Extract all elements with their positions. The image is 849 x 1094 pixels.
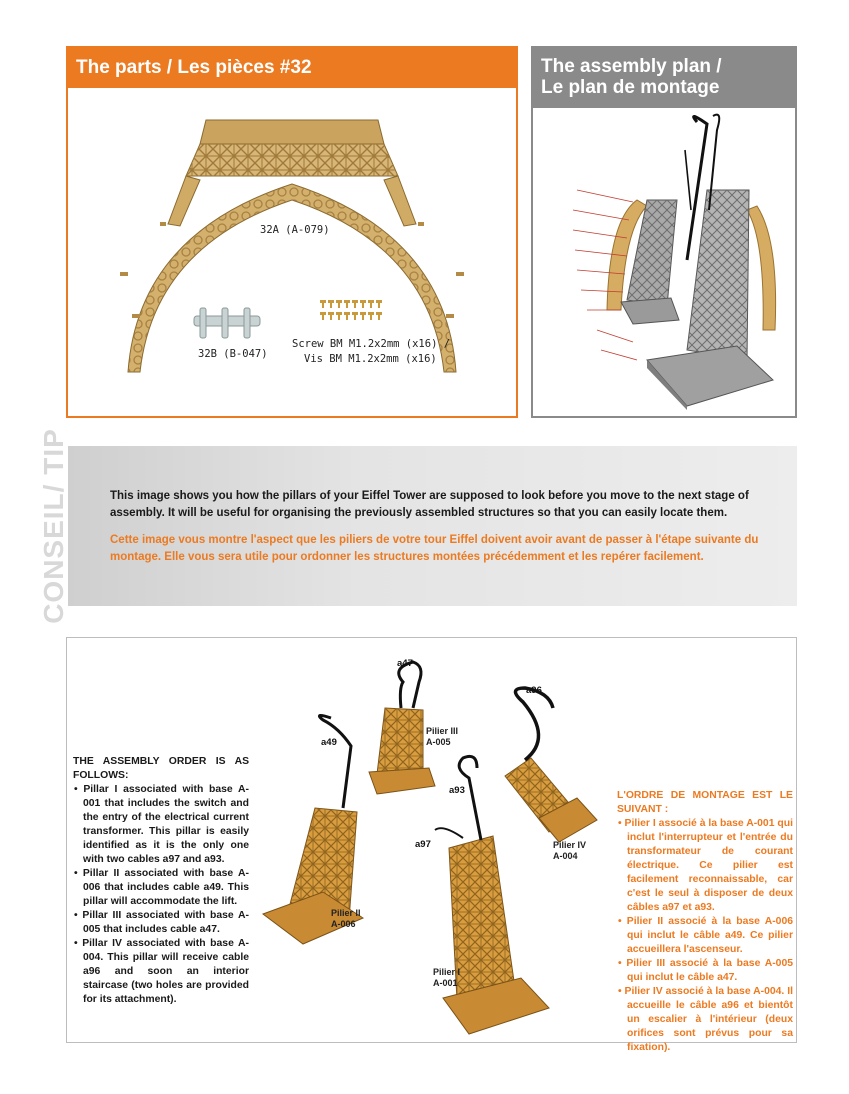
screw-label-fr: Vis BM M1.2x2mm (x16) (304, 353, 437, 365)
assembly-plan-title-line2: Le plan de montage (541, 77, 720, 98)
parts-title: The parts / Les pièces #32 (68, 48, 516, 88)
parts-panel (66, 46, 518, 418)
assembly-plan-image (537, 110, 793, 410)
assembly-order-en (73, 755, 249, 1007)
order-fr-item: • Pilier II associé à la base A-006 qui inclut le câble a49. Ce pilier accueillera l'ascenseur. (618, 916, 793, 955)
tip-banner (38, 428, 797, 624)
order-en-item: • Pillar II associated with base A-006 that includes cable a49. This pillar will accommodate the lift. (74, 868, 249, 907)
order-fr-item: • Pilier IV associé à la base A-004. Il accueille le câble a96 et bientôt un escalier à l'intérieur (deux orifices sont prévus pour sa fixation). (618, 986, 793, 1053)
assembly-plan-panel (531, 46, 797, 418)
cable-label-a49: a49 (321, 737, 337, 748)
cable-label-a47: a47 (397, 658, 413, 669)
screws-image (320, 300, 384, 324)
order-fr-item: • Pilier III associé à la base A-005 qui inclut le câble a47. (618, 958, 793, 983)
assembly-plan-title (533, 48, 795, 108)
tip-text-en: This image shows you how the pillars of your Eiffel Tower are supposed to look before you move to the next stage of assembly. It will be useful for organising the previously assembled structures so that you can easily locate them. (110, 490, 749, 519)
order-en-item: • Pillar IV associated with base A-004. This pillar will receive cable a96 and soon an interior staircase (two holes are provided for its attachment). (74, 938, 249, 1005)
tip-side-label: CONSEIL/ TIP (38, 428, 69, 624)
part-32a-label: 32A (A-079) (260, 224, 330, 236)
tip-text-fr: Cette image vous montre l'aspect que les piliers de votre tour Eiffel doivent avoir avant de passer à l'étape suivante du montage. Elle vous sera utile pour ordonner les structures montées précédemment et les repérer facilement. (110, 534, 759, 563)
pillar-3-label: Pilier III A-005 (426, 726, 459, 747)
pillar-4-label: Pilier IV A-004 (553, 840, 587, 861)
order-en-item: • Pillar III associated with base A-005 that includes cable a47. (74, 910, 249, 935)
part-32b-label: 32B (B-047) (198, 348, 268, 360)
pillar-1-label: Pilier I A-001 (433, 967, 461, 988)
pillar-2-label: Pilier II A-006 (331, 908, 361, 929)
assembly-order-en-heading: THE ASSEMBLY ORDER IS AS FOLLOWS: (73, 756, 249, 781)
order-fr-item: • Pilier I associé à la base A-001 qui inclut l'interrupteur et l'entrée du transformateur de courant électrique. Ce pilier est facilement reconnaissable, car c'est le seul à disposer de deux câbles a97 et a93. (618, 818, 793, 913)
cable-label-a93: a93 (449, 785, 465, 796)
assembly-order-panel (66, 637, 797, 1053)
assembly-plan-title-line1: The assembly plan / (541, 56, 722, 77)
assembly-order-fr (617, 789, 793, 1055)
part-32b-image (192, 306, 264, 340)
cable-label-a97: a97 (415, 839, 431, 850)
cable-label-a96: a96 (526, 685, 542, 696)
assembly-order-fr-heading: L'ORDRE DE MONTAGE EST LE SUIVANT : (617, 790, 793, 815)
screw-label-en: Screw BM M1.2x2mm (x16) / (292, 338, 451, 350)
order-en-item: • Pillar I associated with base A-001 that includes the switch and the entry of the electrical current transformer. This pillar is easily identified as it is the only one with two cables a97 and a93. (74, 784, 249, 865)
